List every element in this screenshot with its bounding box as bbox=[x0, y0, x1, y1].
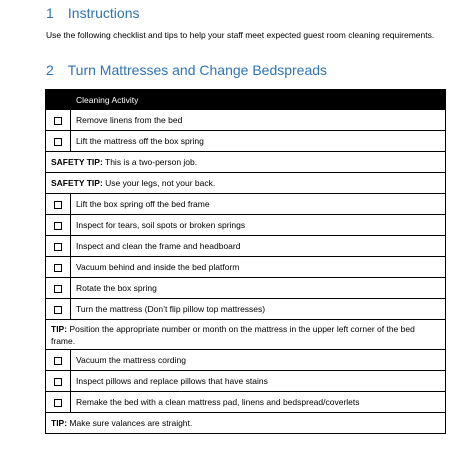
checklist-row bbox=[46, 215, 446, 236]
activity-text: Remove linens from the bed bbox=[71, 110, 446, 131]
table-header-row bbox=[46, 90, 446, 110]
activity-text: Inspect pillows and replace pillows that have stains bbox=[71, 371, 446, 392]
tip-row bbox=[46, 173, 446, 194]
checklist-row bbox=[46, 278, 446, 299]
checklist-row bbox=[46, 371, 446, 392]
checkbox[interactable] bbox=[54, 138, 62, 146]
activity-text: Lift the box spring off the bed frame bbox=[71, 194, 446, 215]
checklist-row bbox=[46, 236, 446, 257]
checklist-row bbox=[46, 131, 446, 152]
tip-label: TIP: bbox=[51, 323, 68, 334]
checkbox-cell bbox=[46, 236, 71, 257]
section-title: Instructions bbox=[67, 5, 140, 21]
checkbox[interactable] bbox=[54, 378, 62, 386]
tip-label: TIP: bbox=[51, 418, 68, 428]
checkbox[interactable] bbox=[54, 201, 62, 209]
checkbox[interactable] bbox=[54, 399, 62, 407]
section-heading-mattresses bbox=[46, 62, 327, 78]
activity-text: Rotate the box spring bbox=[71, 278, 446, 299]
tip-row bbox=[46, 152, 446, 173]
checkbox-cell bbox=[46, 257, 71, 278]
checklist-row bbox=[46, 257, 446, 278]
activity-text: Vacuum behind and inside the bed platform bbox=[71, 257, 446, 278]
section-heading-instructions bbox=[46, 5, 139, 21]
checklist-row bbox=[46, 110, 446, 131]
checkbox-cell bbox=[46, 350, 71, 371]
tip-cell bbox=[46, 173, 446, 194]
checkbox-cell bbox=[46, 131, 71, 152]
checklist-row bbox=[46, 392, 446, 413]
section-number: 2 bbox=[46, 62, 54, 78]
section-number: 1 bbox=[46, 5, 54, 21]
activity-text: Lift the mattress off the box spring bbox=[71, 131, 446, 152]
checkbox-cell bbox=[46, 299, 71, 320]
tip-label: SAFETY TIP: bbox=[51, 178, 103, 188]
intro-text: Use the following checklist and tips to help your staff meet expected guest room cleaning requirements. bbox=[46, 30, 435, 40]
checkbox[interactable] bbox=[54, 357, 62, 365]
tip-cell bbox=[46, 152, 446, 173]
tip-text: Use your legs, not your back. bbox=[102, 178, 216, 188]
checkbox[interactable] bbox=[54, 117, 62, 125]
checkbox-cell bbox=[46, 110, 71, 131]
activity-text: Turn the mattress (Don’t flip pillow top mattresses) bbox=[71, 299, 446, 320]
checkbox[interactable] bbox=[54, 222, 62, 230]
activity-text: Remake the bed with a clean mattress pad, linens and bedspread/coverlets bbox=[71, 392, 446, 413]
checkbox-cell bbox=[46, 194, 71, 215]
section-title: Turn Mattresses and Change Bedspreads bbox=[67, 62, 328, 78]
checklist-row bbox=[46, 350, 446, 371]
tip-text: Position the appropriate number or month on the mattress in the upper left corner of the bed frame. bbox=[51, 323, 415, 346]
checkbox[interactable] bbox=[54, 285, 62, 293]
tip-row bbox=[46, 413, 446, 434]
checkbox-cell bbox=[46, 215, 71, 236]
tip-label: SAFETY TIP: bbox=[51, 157, 103, 167]
checkbox-cell bbox=[46, 392, 71, 413]
tip-text: Make sure valances are straight. bbox=[67, 418, 193, 428]
checklist-row bbox=[46, 299, 446, 320]
activity-text: Inspect for tears, soil spots or broken springs bbox=[71, 215, 446, 236]
checkbox-cell bbox=[46, 371, 71, 392]
header-blank-cell bbox=[46, 90, 71, 110]
column-header: Cleaning Activity bbox=[71, 90, 446, 110]
checkbox[interactable] bbox=[54, 264, 62, 272]
checkbox[interactable] bbox=[54, 243, 62, 251]
checkbox-cell bbox=[46, 278, 71, 299]
tip-text: This is a two-person job. bbox=[102, 157, 198, 167]
activity-text: Vacuum the mattress cording bbox=[71, 350, 446, 371]
tip-cell bbox=[46, 320, 446, 350]
cleaning-checklist-table bbox=[45, 89, 446, 434]
tip-row bbox=[46, 320, 446, 350]
checkbox[interactable] bbox=[54, 306, 62, 314]
checklist-row bbox=[46, 194, 446, 215]
tip-cell bbox=[46, 413, 446, 434]
activity-text: Inspect and clean the frame and headboard bbox=[71, 236, 446, 257]
